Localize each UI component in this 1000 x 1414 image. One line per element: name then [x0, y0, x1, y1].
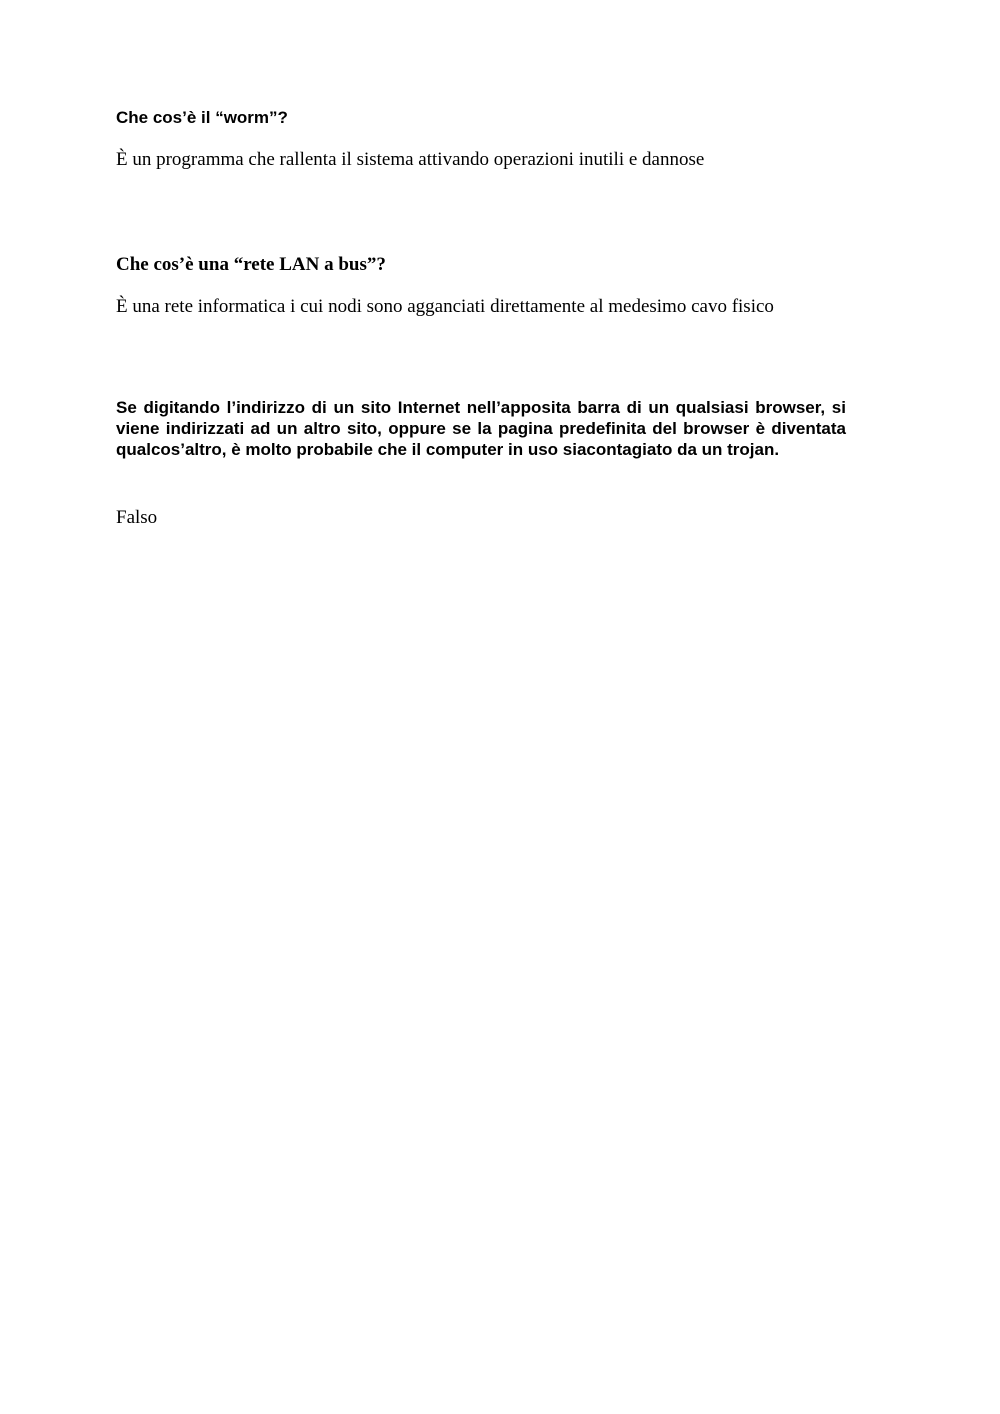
question-trojan: Se digitando l’indirizzo di un sito Internet nell’apposita barra di un qualsiasi browser, si viene indirizzati ad un altro sito, oppure se la pagina predefinita del browser è diventata qualcos’altro, è molto probabile che il computer in uso siacontagiato da un trojan. — [116, 398, 846, 459]
question-lan-bus: Che cos’è una “rete LAN a bus”? — [116, 254, 386, 275]
question-worm: Che cos’è il “worm”? — [116, 108, 288, 127]
answer-lan-bus: È una rete informatica i cui nodi sono agganciati direttamente al medesimo cavo fisico — [116, 296, 774, 317]
answer-worm: È un programma che rallenta il sistema attivando operazioni inutili e dannose — [116, 149, 705, 170]
answer-trojan: Falso — [116, 507, 158, 528]
